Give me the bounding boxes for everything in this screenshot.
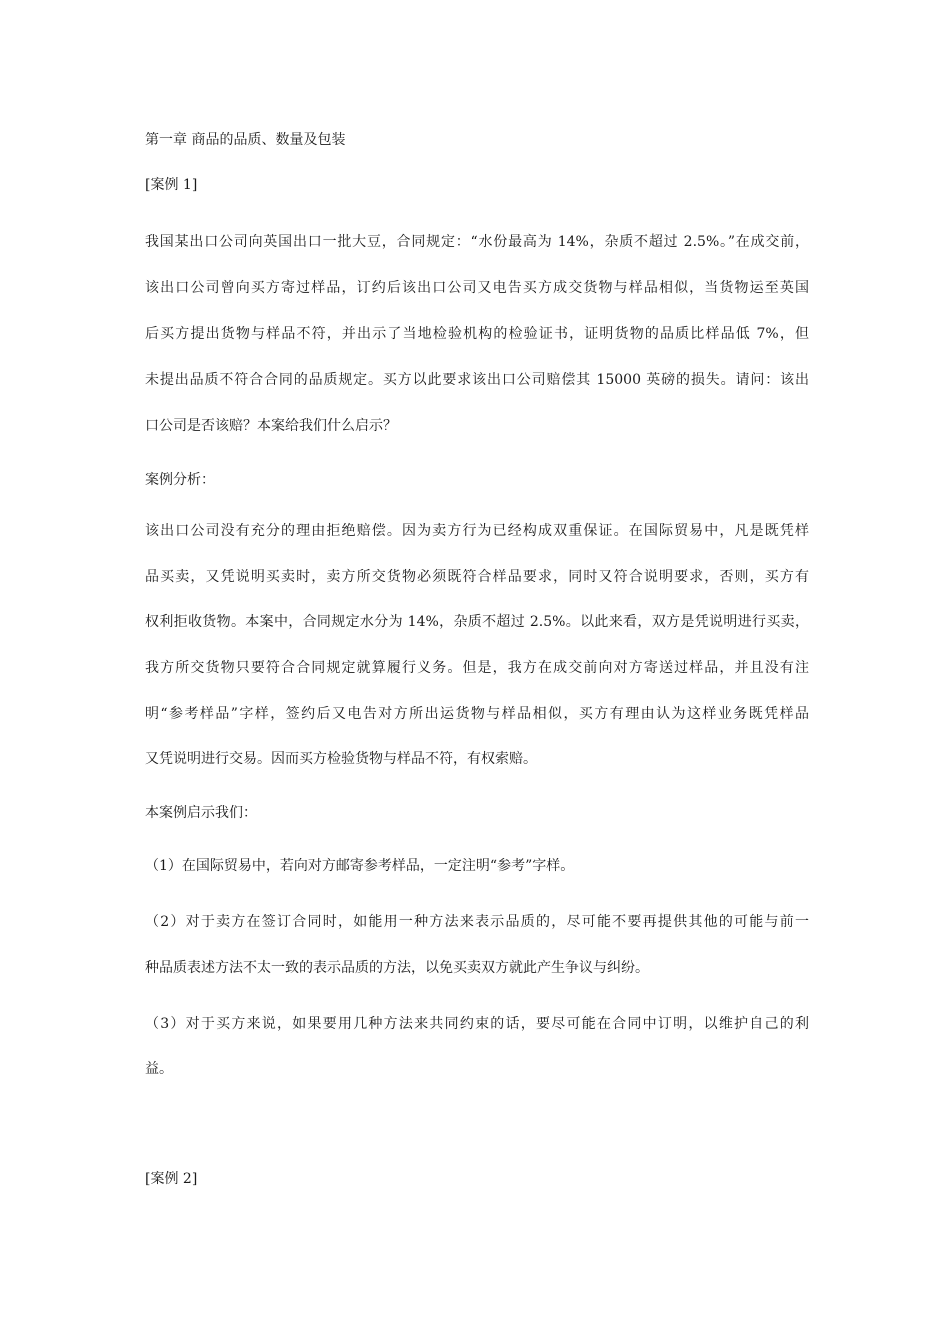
analysis-line: 品买卖，又凭说明买卖时，卖方所交货物必须既符合样品要求，同时又符合说明要求，否则，买方有 [145,569,809,585]
analysis-line: 我方所交货物只要符合合同规定就算履行义务。但是，我方在成交前向对方寄送过样品，并且没有注 [145,660,809,676]
case1-line: 后买方提出货物与样品不符，并出示了当地检验机构的检验证书，证明货物的品质比样品低 7%，但 [145,326,809,342]
analysis-line: 又凭说明进行交易。因而买方检验货物与样品不符，有权索赔。 [145,751,537,767]
case1-line: 我国某出口公司向英国出口一批大豆，合同规定：“水份最高为 14%，杂质不超过 2.5%。”在成交前， [145,234,809,250]
case2-label: [案例 2] [145,1171,198,1187]
lesson-label: 本案例启示我们： [145,805,257,821]
case1-line: 未提出品质不符合合同的品质规定。买方以此要求该出口公司赔偿其 15000 英磅的损失。请问：该出 [145,372,809,388]
lesson-point-2: （2）对于卖方在签订合同时，如能用一种方法来表示品质的，尽可能不要再提供其他的可能与前一 [145,914,809,930]
analysis-line: 该出口公司没有充分的理由拒绝赔偿。因为卖方行为已经构成双重保证。在国际贸易中，凡是既凭样 [145,523,809,539]
analysis-label: 案例分析： [145,472,215,488]
case1-line: 该出口公司曾向买方寄过样品，订约后该出口公司又电告买方成交货物与样品相似，当货物运至英国 [145,280,809,296]
analysis-line: 权利拒收货物。本案中，合同规定水分为 14%，杂质不超过 2.5%。以此来看，双方是凭说明进行买卖， [145,614,809,630]
case1-line: 口公司是否该赔？本案给我们什么启示？ [145,418,397,434]
lesson-point-1: （1）在国际贸易中，若向对方邮寄参考样品，一定注明“参考”字样。 [145,858,575,874]
lesson-point-3: （3）对于买方来说，如果要用几种方法来共同约束的话，要尽可能在合同中订明，以维护自己的利 [145,1016,809,1032]
lesson-point-2: 种品质表述方法不太一致的表示品质的方法，以免买卖双方就此产生争议与纠纷。 [145,960,649,976]
chapter-title: 第一章 商品的品质、数量及包装 [145,132,346,148]
analysis-line: 明“参考样品”字样，签约后又电告对方所出运货物与样品相似，买方有理由认为这样业务既凭样品 [145,706,809,722]
lesson-point-3: 益。 [145,1061,173,1077]
case1-label: [案例 1] [145,177,198,193]
